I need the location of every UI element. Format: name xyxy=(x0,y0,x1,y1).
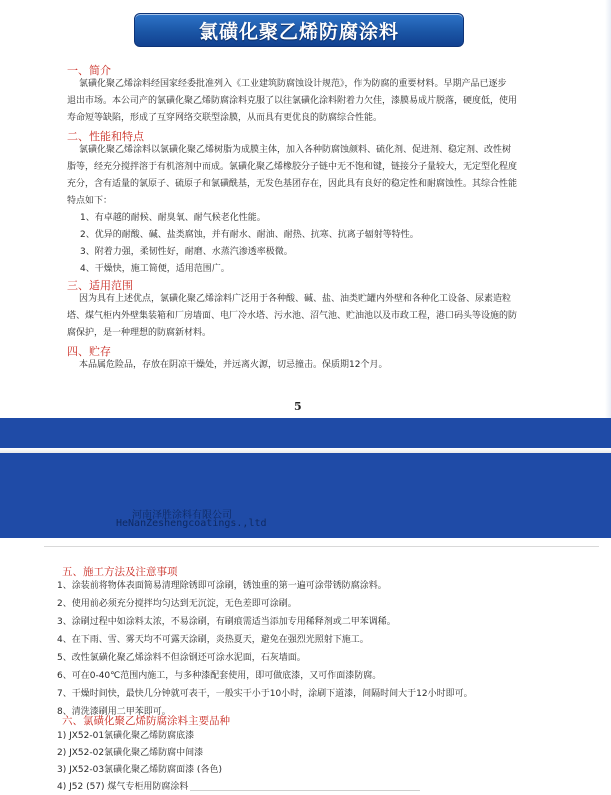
features-line: 特点如下： xyxy=(67,196,113,206)
page-title: 氯磺化聚乙烯防腐涂料 xyxy=(198,20,399,43)
features-line: 充分，含有适量的氯原子、硫原子和氯磺酰基，无发色基团存在，因此具有良好的稳定性和耐腐蚀性。其综合性能 xyxy=(67,179,518,189)
title-banner xyxy=(134,13,464,47)
divider xyxy=(44,546,599,547)
company-name-cn: 河南泽胜涂料有限公司 xyxy=(132,510,232,521)
construction-item: 6、可在0-40℃范围内施工，与多种漆配套使用，即可做底漆，又可作面漆防腐。 xyxy=(57,671,382,681)
construction-item: 7、干燥时间快，最快几分钟就可表干，一般实干小于10小时，涂刷下道漆，间隔时间大于12小时即可。 xyxy=(57,689,473,699)
construction-item: 2、使用前必须充分搅拌均匀达到无沉淀，无色差即可涂刷。 xyxy=(57,599,297,609)
features-paragraph xyxy=(67,142,547,210)
product-item: 1) JX52-01氯磺化聚乙烯防腐底漆 xyxy=(57,731,195,741)
construction-item: 5、改性氯磺化聚乙烯涂料不但涂钢还可涂水泥面，石灰墙面。 xyxy=(57,653,306,663)
features-line: 氯磺化聚乙烯涂料以氯磺化聚乙烯树脂为成膜主体，加入各种防腐蚀颜料、硫化剂、促进剂、稳定剂、改性树 xyxy=(79,145,512,155)
header-band xyxy=(0,453,611,538)
section-heading-features: 二、性能和特点 xyxy=(67,130,144,143)
section-heading-intro: 一、简介 xyxy=(67,64,111,77)
product-item: 3) JX52-03氯磺化聚乙烯防腐面漆 (各色) xyxy=(57,765,222,775)
section-heading-scope: 三、适用范围 xyxy=(67,279,133,292)
page-number: 5 xyxy=(294,400,302,413)
product-item: 2) JX52-02氯磺化聚乙烯防腐中间漆 xyxy=(57,748,204,758)
section-heading-storage: 四、贮存 xyxy=(67,345,111,358)
section-heading-products: 六、氯磺化聚乙烯防腐涂料主要品种 xyxy=(62,715,230,727)
scope-line: 腐保护，是一种理想的防腐新材料。 xyxy=(67,328,212,338)
storage-line: 本品属危险品，存放在阴凉干燥处，并远离火源，切忌撞击。保质期12个月。 xyxy=(79,360,388,370)
feature-item: 2、优异的耐酸、碱、盐类腐蚀，并有耐水、耐油、耐热、抗寒、抗离子辐射等特性。 xyxy=(80,230,419,240)
scope-line: 因为具有上述优点，氯磺化聚乙烯涂料广泛用于各种酸、碱、盐、油类贮罐内外壁和各种化工设备、尿素造粒 xyxy=(79,294,512,304)
construction-item: 1、涂装前将物体表面简易清理除锈即可涂刷，锈蚀重的第一遍可涂带锈防腐涂料。 xyxy=(57,581,387,591)
construction-item: 8、清洗漆刷用二甲苯即可。 xyxy=(57,707,171,717)
footer-band xyxy=(0,418,611,448)
feature-item: 4、干燥快，施工简便，适用范围广。 xyxy=(80,264,230,274)
feature-item: 1、有卓越的耐候、耐臭氧、耐气候老化性能。 xyxy=(80,213,266,223)
footer-divider xyxy=(190,790,420,791)
intro-line: 寿命短等缺陷，形成了互穿网络交联型涂膜，从而具有更优良的防腐综合性能。 xyxy=(67,113,383,123)
construction-item: 4、在下雨、雪、雾天均不可露天涂刷，炎热夏天，避免在强烈光照射下施工。 xyxy=(57,635,369,645)
intro-line: 退出市场。本公司产的氯磺化聚乙烯防腐涂料克服了以往氯磺化涂料附着力欠佳，漆膜易成片脱落，硬度低，使用 xyxy=(67,96,518,106)
section-heading-construction: 五、施工方法及注意事项 xyxy=(62,566,178,578)
scope-paragraph xyxy=(67,291,547,342)
feature-item: 3、附着力强，柔韧性好，耐磨、水蒸汽渗透率极微。 xyxy=(80,247,293,257)
features-line: 脂等，经充分搅拌溶于有机溶剂中而成。氯磺化聚乙烯橡胶分子链中无不饱和键，链接分子量较大，无定型化程度 xyxy=(67,162,518,172)
scope-line: 塔、煤气柜内外壁集装箱和厂房墙面、电厂冷水塔、污水池、沼气池、贮油池以及市政工程，港口码头等设施的防 xyxy=(67,311,518,321)
company-name-en: HeNanZeshengcoatings.,ltd xyxy=(116,518,267,529)
intro-paragraph xyxy=(67,76,547,127)
intro-line: 氯磺化聚乙烯涂料经国家经委批准列入《工业建筑防腐蚀设计规范》，作为防腐的重要材料。早期产品已逐步 xyxy=(79,79,507,89)
product-item: 4) J52 (57) 煤气专柜用防腐涂料 xyxy=(57,782,189,792)
construction-item: 3、涂刷过程中如涂料太浓，不易涂刷，有刷痕需适当添加专用稀释剂或二甲苯调稀。 xyxy=(57,617,396,627)
storage-paragraph xyxy=(67,357,547,374)
